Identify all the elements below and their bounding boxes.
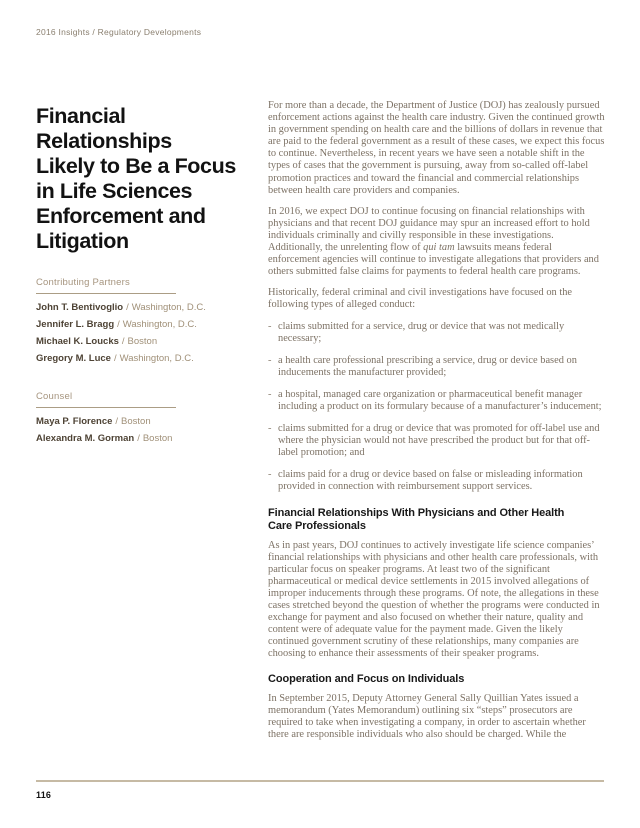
- body-paragraph: For more than a decade, the Department of Justice (DOJ) has zealously pursued enforcement actions against the health care industry. Given the continued growth in government spending on health care and the billions of dollars in revenue that are paid to the federal government as a result of these cases, we expect this focus to continue. Nevertheless, in recent years we have seen a notable shift in the types of cases that the government is pursuing, away from so-called off-label promotion practices and toward the financial and commercial relationships between health care providers and companies.: [268, 100, 605, 196]
- counsel-row: [36, 434, 248, 444]
- list-item: [268, 423, 606, 459]
- counsel-location: Boston: [121, 415, 151, 427]
- counsel-name: Alexandra M. Gorman: [36, 432, 135, 444]
- partner-row: [36, 320, 248, 330]
- list-item: [268, 355, 606, 379]
- page-number: 116: [36, 790, 52, 800]
- counsel-location: Boston: [142, 432, 173, 444]
- bullet-dash: -: [268, 423, 272, 435]
- partner-row: [36, 337, 248, 347]
- body-paragraph: [268, 206, 606, 279]
- section-heading-financial-relationships: Financial Relationships With Physicians and Other Health Care Professionals: [268, 506, 565, 533]
- partner-location: Boston: [127, 336, 158, 347]
- article-title-line: Likely to Be a Focus: [36, 154, 236, 178]
- partner-location: Washington, D.C.: [119, 353, 194, 364]
- name-location-separator: /: [115, 415, 119, 427]
- left-column: [36, 104, 248, 451]
- divider-rule: [36, 407, 176, 408]
- partner-name: Jennifer L. Bragg: [36, 319, 115, 330]
- article-title-line: Financial: [36, 104, 126, 128]
- partner-row: [36, 303, 248, 313]
- divider-rule: [36, 293, 176, 294]
- list-item-text: claims submitted for a drug or device that was promoted for off-label use and where the physician would not have prescribed the product but for that off-label promotion; and: [278, 423, 600, 459]
- body-column: [268, 100, 606, 750]
- name-location-separator: /: [113, 353, 117, 364]
- bullet-dash: -: [268, 469, 272, 481]
- name-location-separator: /: [121, 336, 125, 347]
- list-item-text: a hospital, managed care organization or pharmaceutical benefit manager including a product on its formulary because of a manufacturer’s inducement;: [278, 388, 602, 412]
- list-item-text: claims submitted for a service, drug or device that was not medically necessary;: [278, 320, 565, 344]
- article-title-line: Enforcement and: [36, 204, 206, 228]
- partner-name: Michael K. Loucks: [36, 336, 119, 347]
- counsel-label: Counsel: [36, 390, 73, 402]
- bullet-dash: -: [268, 388, 272, 400]
- article-title-line: in Life Sciences: [36, 179, 193, 203]
- list-item: [268, 389, 606, 413]
- list-item-text: a health care professional prescribing a service, drug or device based on inducements the manufacturer provided;: [278, 354, 577, 378]
- running-header: 2016 Insights / Regulatory Developments: [36, 27, 202, 37]
- name-location-separator: /: [117, 319, 120, 330]
- bullet-dash: -: [268, 354, 272, 366]
- article-title: [36, 104, 248, 254]
- body-paragraph: In September 2015, Deputy Attorney General Sally Quillian Yates issued a memorandum (Yates Memorandum) outlining six “steps” prosecutors are required to take when investigating a company, in order to ascertain whether there are responsible individuals who also should be charged. While the: [268, 692, 586, 741]
- list-item-text: claims paid for a drug or device based on false or misleading information provided in connection with reimbursement support services.: [278, 469, 583, 493]
- partner-row: [36, 354, 248, 364]
- contributing-partners-label: Contributing Partners: [36, 277, 130, 288]
- section-heading-cooperation: Cooperation and Focus on Individuals: [268, 673, 465, 686]
- bullet-dash: -: [268, 320, 272, 332]
- partner-location: Washington, D.C.: [122, 319, 197, 330]
- list-item: [268, 469, 606, 493]
- counsel-name: Maya P. Florence: [36, 415, 113, 427]
- article-title-line: Litigation: [36, 229, 129, 253]
- bullet-list: [268, 321, 606, 494]
- partner-location: Washington, D.C.: [131, 302, 206, 313]
- partner-name: Gregory M. Luce: [36, 353, 111, 364]
- body-paragraph: Historically, federal criminal and civil investigations have focused on the following types of alleged conduct:: [268, 287, 573, 311]
- name-location-separator: /: [137, 432, 140, 444]
- list-item: [268, 321, 606, 345]
- partner-name: John T. Bentivoglio: [36, 302, 124, 313]
- body-paragraph: As in past years, DOJ continues to actively investigate life science companies’ financial relationships with physicians and other health care professionals, with particular focus on speaker programs. At least two of the significant pharmaceutical or medical device settlements in 2015 involved allegations of improper inducements through these programs. Of note, the allegations in these cases stretched beyond the question of whether the programs were conducted in exchange for payment and also focused on whether their nature, quality and content were of adequate value for the payment made. Given the likely continued government scrutiny of these relationships, many companies are choosing to enhance their assessments of their speaker programs.: [268, 539, 600, 660]
- paragraph-text: In 2016, we expect DOJ to continue focusing on financial relationships with physicians and that recent DOJ guidance may spur an increased effort to hold individuals criminally and civilly responsible in these investigations. Additionally, the unrelenting flow of: [268, 205, 590, 254]
- name-location-separator: /: [126, 302, 129, 313]
- counsel-row: [36, 417, 248, 427]
- article-title-line: Relationships: [36, 129, 172, 153]
- footer-rule: [36, 780, 604, 782]
- qui-tam-italic: qui tam: [423, 242, 455, 254]
- paragraph-text: lawsuits means federal enforcement agencies will continue to investigate allegations that providers and others submitted false claims for payments to federal health care programs.: [268, 242, 599, 278]
